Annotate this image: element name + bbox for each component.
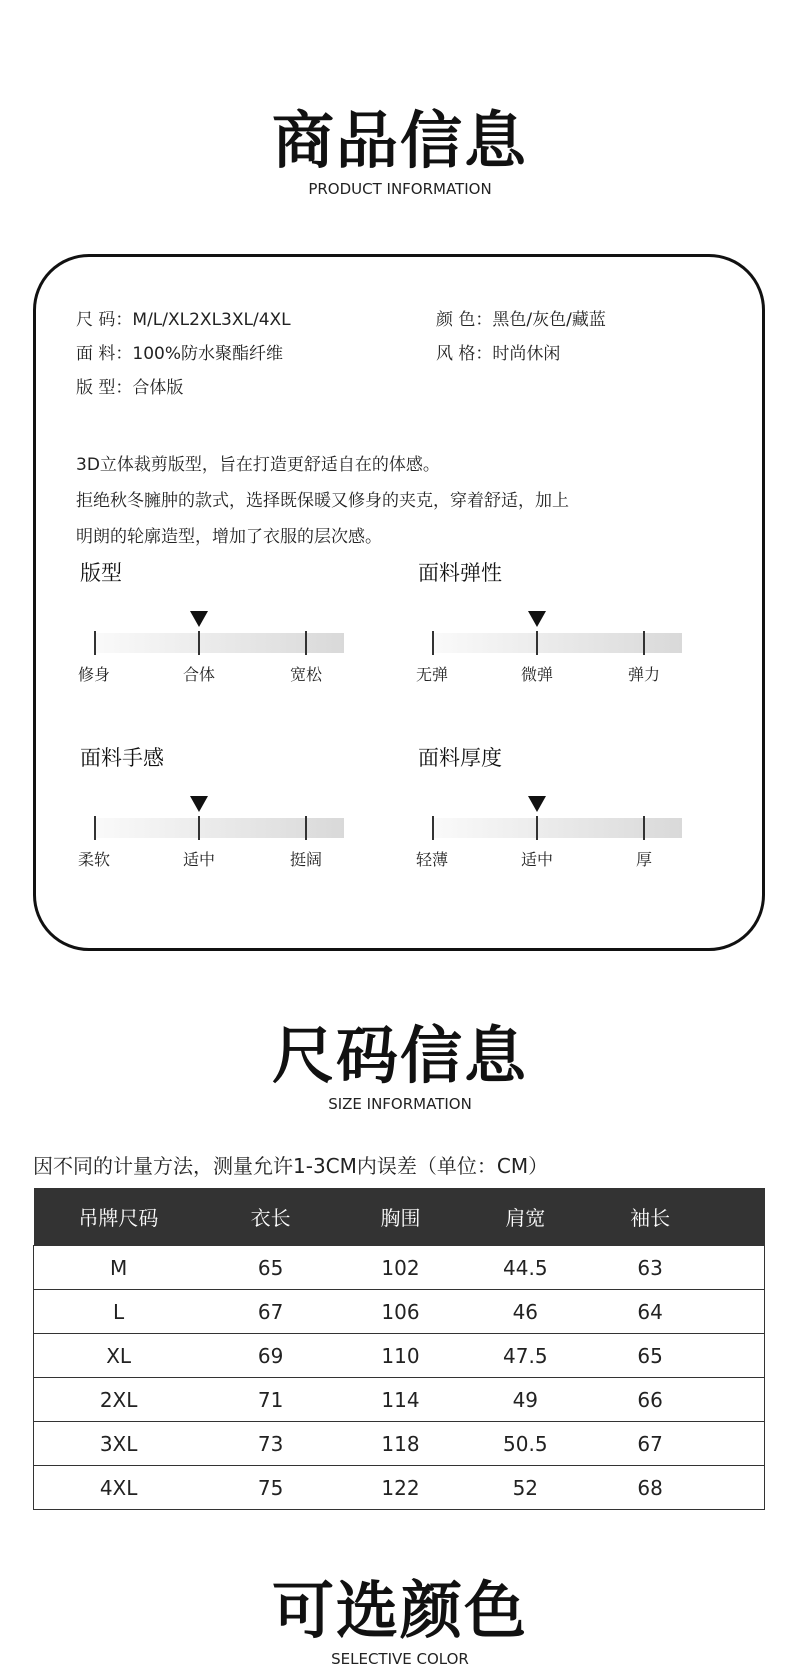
- scale-marker-icon: [190, 611, 208, 627]
- scale-title: 面料弹性: [418, 561, 502, 585]
- product-description: [76, 447, 569, 555]
- table-cell: 47.5: [463, 1334, 588, 1378]
- scale-label-low: 柔软: [78, 850, 111, 869]
- header-cell: 吊牌尺码: [34, 1188, 204, 1246]
- scale-label-mid: 微弹: [521, 665, 554, 684]
- table-cell: 110: [338, 1334, 463, 1378]
- scale-label-high: 挺阔: [290, 850, 323, 869]
- header-cell: 衣长: [203, 1188, 338, 1246]
- scale-label-high: 宽松: [290, 665, 323, 684]
- table-row: [34, 1422, 765, 1466]
- attr-size: 尺 码：M/L/XL2XL3XL/4XL: [76, 310, 291, 330]
- table-cell: 118: [338, 1422, 463, 1466]
- table-row: [34, 1246, 765, 1290]
- color-heading: [0, 1574, 800, 1668]
- scale-title: 版型: [80, 561, 122, 585]
- table-cell: 114: [338, 1378, 463, 1422]
- color-heading-title: 可选颜色: [271, 1574, 528, 1647]
- product-info-title: 商品信息: [271, 104, 528, 177]
- scale-fit: [76, 557, 346, 684]
- table-cell: 52: [463, 1466, 588, 1510]
- table-cell: 106: [338, 1290, 463, 1334]
- table-cell: 102: [338, 1246, 463, 1290]
- scale-tick: [198, 816, 200, 840]
- scale-tick: [94, 631, 96, 655]
- scale-tick: [536, 631, 538, 655]
- table-cell-empty: [713, 1378, 765, 1422]
- header-cell: 袖长: [588, 1188, 713, 1246]
- table-row: [34, 1334, 765, 1378]
- size-info-title: 尺码信息: [271, 1019, 528, 1092]
- size-table-header: [34, 1188, 765, 1246]
- table-cell-empty: [713, 1290, 765, 1334]
- header-cell: 肩宽: [463, 1188, 588, 1246]
- table-cell: 68: [588, 1466, 713, 1510]
- attr-color: 颜 色：黑色/灰色/藏蓝: [436, 310, 606, 330]
- table-cell: 67: [203, 1290, 338, 1334]
- scale-thickness: [414, 742, 684, 869]
- scale-marker-icon: [528, 796, 546, 812]
- scale-tick: [643, 816, 645, 840]
- scale-tick: [536, 816, 538, 840]
- scale-title: 面料厚度: [418, 746, 502, 770]
- table-cell: 2XL: [34, 1378, 204, 1422]
- table-cell: 65: [203, 1246, 338, 1290]
- scale-tick: [94, 816, 96, 840]
- header-cell-empty: [713, 1188, 765, 1246]
- description-line: 3D立体裁剪版型，旨在打造更舒适自在的体感。: [76, 455, 440, 475]
- color-heading-subtitle: SELECTIVE COLOR: [331, 1650, 469, 1668]
- table-cell: 46: [463, 1290, 588, 1334]
- scale-label-high: 弹力: [628, 665, 661, 684]
- scale-tick: [643, 631, 645, 655]
- table-cell: 3XL: [34, 1422, 204, 1466]
- table-cell: 49: [463, 1378, 588, 1422]
- product-info-subtitle: PRODUCT INFORMATION: [308, 180, 492, 198]
- table-cell: L: [34, 1290, 204, 1334]
- description-line: 明朗的轮廓造型，增加了衣服的层次感。: [76, 527, 382, 547]
- scale-marker-icon: [528, 611, 546, 627]
- scale-label-low: 修身: [78, 665, 111, 684]
- scale-label-high: 厚: [636, 850, 653, 869]
- table-row: [34, 1290, 765, 1334]
- table-cell-empty: [713, 1334, 765, 1378]
- scale-label-mid: 合体: [183, 665, 216, 684]
- size-info-subtitle: SIZE INFORMATION: [328, 1095, 472, 1113]
- table-cell: 4XL: [34, 1466, 204, 1510]
- table-cell: 64: [588, 1290, 713, 1334]
- table-cell: 44.5: [463, 1246, 588, 1290]
- scale-label-mid: 适中: [183, 850, 216, 869]
- scale-tick: [305, 816, 307, 840]
- scale-title: 面料手感: [80, 746, 164, 770]
- table-cell: 65: [588, 1334, 713, 1378]
- table-cell: 66: [588, 1378, 713, 1422]
- attr-style: 风 格：时尚休闲: [436, 344, 561, 364]
- scale-hand-feel: [76, 742, 346, 869]
- scale-tick: [432, 816, 434, 840]
- table-cell: 69: [203, 1334, 338, 1378]
- table-cell: 63: [588, 1246, 713, 1290]
- table-row: [34, 1378, 765, 1422]
- scale-label-low: 轻薄: [416, 850, 449, 869]
- attr-fit: 版 型：合体版: [76, 378, 184, 398]
- table-cell-empty: [713, 1466, 765, 1510]
- scale-tick: [432, 631, 434, 655]
- size-info-heading: [0, 1019, 800, 1113]
- size-measurement-note: 因不同的计量方法，测量允许1-3CM内误差（单位：CM）: [33, 1154, 549, 1178]
- scale-tick: [198, 631, 200, 655]
- table-row: [34, 1466, 765, 1510]
- table-cell: XL: [34, 1334, 204, 1378]
- header-cell: 胸围: [338, 1188, 463, 1246]
- table-cell: M: [34, 1246, 204, 1290]
- product-info-heading: [0, 104, 800, 198]
- scale-tick: [305, 631, 307, 655]
- table-cell: 122: [338, 1466, 463, 1510]
- scale-marker-icon: [190, 796, 208, 812]
- scale-label-mid: 适中: [521, 850, 554, 869]
- table-cell: 75: [203, 1466, 338, 1510]
- table-cell-empty: [713, 1246, 765, 1290]
- product-info-card: [33, 254, 765, 951]
- size-table: [33, 1188, 765, 1510]
- table-cell: 71: [203, 1378, 338, 1422]
- table-cell: 50.5: [463, 1422, 588, 1466]
- scale-elasticity: [414, 557, 684, 684]
- scale-label-low: 无弹: [416, 665, 449, 684]
- description-line: 拒绝秋冬臃肿的款式，选择既保暖又修身的夹克，穿着舒适，加上: [76, 491, 569, 511]
- attr-fabric: 面 料：100%防水聚酯纤维: [76, 344, 284, 364]
- table-cell-empty: [713, 1422, 765, 1466]
- table-cell: 73: [203, 1422, 338, 1466]
- table-cell: 67: [588, 1422, 713, 1466]
